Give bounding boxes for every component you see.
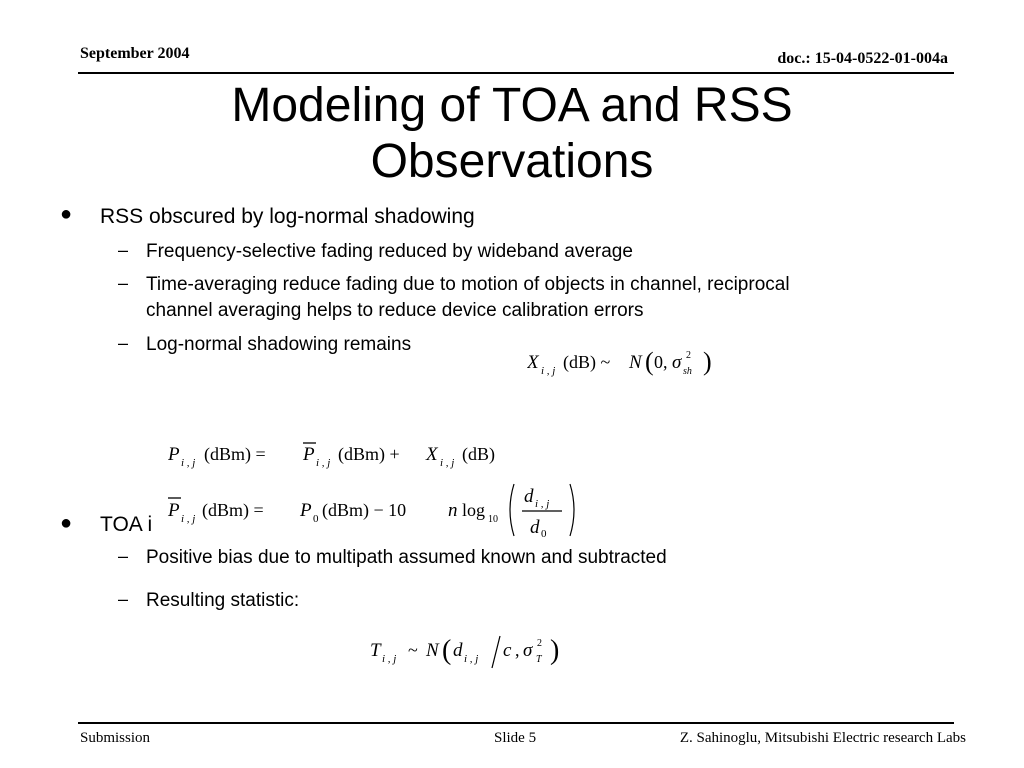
svg-text:(dB) ~: (dB) ~: [563, 352, 611, 372]
equation-rss-model-graphic: [168, 440, 528, 472]
svg-text:(dBm) =: (dBm) =: [204, 444, 266, 464]
equation-toa-statistic-graphic: [370, 630, 570, 674]
svg-text:(dB): (dB): [462, 444, 495, 464]
bullet-rss: RSS obscured by log-normal shadowing: [100, 205, 475, 228]
svg-text:i , j: i , j: [316, 457, 331, 469]
svg-text:i , j: i , j: [181, 513, 196, 525]
svg-text:(: (: [645, 348, 654, 376]
svg-text:0: 0: [313, 513, 319, 525]
sub-bullet-time-averaging-cont: channel averaging helps to reduce device calibration errors: [146, 300, 644, 321]
bullet-dot-icon: ●: [60, 512, 73, 534]
svg-text:P: P: [300, 500, 312, 521]
header-date: September 2004: [80, 45, 190, 62]
svg-text:P: P: [168, 500, 180, 521]
svg-text:d: d: [453, 640, 463, 661]
svg-text:N: N: [629, 352, 642, 373]
sub-bullet-time-averaging: Time-averaging reduce fading due to motion of objects in channel, reciprocal: [146, 274, 790, 295]
slide-title: [0, 78, 1024, 190]
sub-bullet-frequency: Frequency-selective fading reduced by wideband average: [146, 241, 633, 262]
svg-text:(: (: [442, 635, 452, 666]
svg-text:i , j: i , j: [382, 653, 397, 665]
svg-text:N: N: [426, 640, 439, 661]
svg-text:σ: σ: [523, 640, 533, 661]
slide-title-line-1: Modeling of TOA and RSS: [231, 79, 793, 132]
svg-text:(dBm) − 10: (dBm) − 10: [322, 500, 407, 520]
svg-text:P: P: [168, 444, 180, 465]
footer-author: Z. Sahinoglu, Mitsubishi Electric research Labs: [679, 730, 966, 746]
sub-bullet-resulting-statistic: Resulting statistic:: [146, 590, 300, 611]
equation-path-loss: [162, 478, 592, 547]
svg-text:2: 2: [537, 638, 542, 649]
svg-text:,: ,: [515, 640, 520, 660]
svg-text:c: c: [503, 640, 512, 661]
svg-text:2: 2: [686, 350, 691, 361]
svg-text:i , j: i , j: [440, 457, 455, 469]
svg-text:d: d: [530, 517, 540, 538]
header-rule: [78, 72, 954, 74]
svg-text:0: 0: [541, 528, 547, 540]
svg-text:(dBm) +: (dBm) +: [338, 444, 400, 464]
svg-text:i , j: i , j: [464, 653, 479, 665]
svg-text:X: X: [527, 352, 539, 373]
equation-shadowing: [527, 348, 727, 385]
header-doc-id: doc.: 15-04-0522-01-004a: [777, 50, 948, 67]
svg-text:10: 10: [488, 514, 498, 525]
svg-text:T: T: [536, 654, 542, 665]
svg-text:~: ~: [408, 640, 418, 660]
footer-rule: [78, 722, 954, 724]
svg-text:sh: sh: [683, 366, 692, 377]
equation-toa-statistic: [370, 630, 570, 679]
dash-icon: –: [118, 546, 129, 566]
dash-icon: –: [118, 333, 129, 353]
dash-icon: –: [118, 589, 129, 609]
svg-text:(dBm) =: (dBm) =: [202, 500, 264, 520]
footer-slide-number: Slide 5: [494, 730, 537, 746]
sub-bullet-log-normal: Log-normal shadowing remains: [146, 334, 412, 355]
svg-text:P: P: [303, 444, 315, 465]
svg-text:i , j: i , j: [541, 365, 556, 377]
svg-text:i , j: i , j: [535, 498, 550, 510]
svg-text:T: T: [370, 640, 381, 661]
svg-text:X: X: [426, 444, 438, 465]
footer-submission: Submission: [80, 730, 151, 746]
dash-icon: –: [118, 273, 129, 293]
svg-text:): ): [550, 635, 560, 666]
svg-text:i , j: i , j: [181, 457, 196, 469]
svg-text:): ): [703, 348, 712, 376]
svg-text:0,: 0,: [654, 352, 668, 372]
equation-shadowing-graphic: [527, 348, 727, 380]
svg-text:σ: σ: [672, 352, 682, 373]
sub-bullet-positive-bias: Positive bias due to multipath assumed known and subtracted: [146, 547, 667, 568]
equation-rss-model: [168, 440, 528, 477]
equation-path-loss-graphic: [162, 478, 592, 542]
dash-icon: –: [118, 240, 129, 260]
svg-text:d: d: [524, 486, 534, 507]
svg-text:n: n: [448, 500, 458, 521]
svg-text:log: log: [462, 500, 486, 520]
slide-title-line-2: Observations: [370, 135, 654, 188]
bullet-toa: TOA i: [100, 513, 153, 536]
bullet-dot-icon: ●: [60, 203, 73, 225]
